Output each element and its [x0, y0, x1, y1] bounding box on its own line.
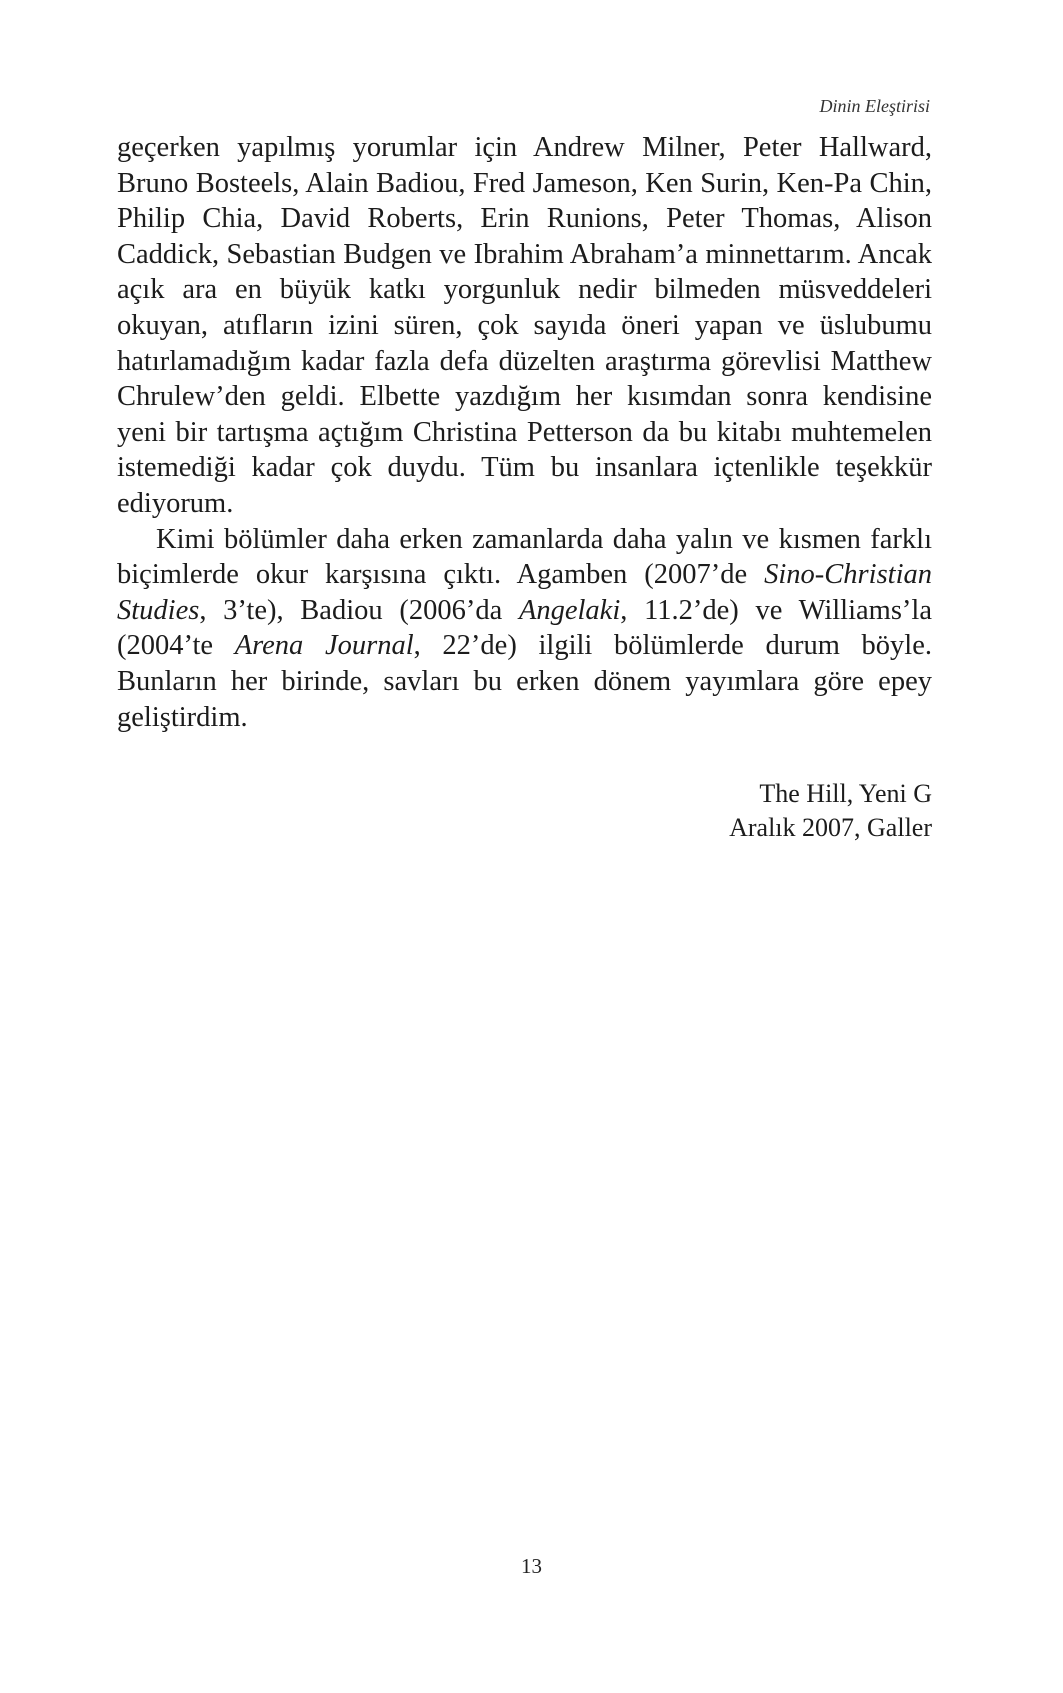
text-segment: Kimi bölümler daha erken zamanlarda daha yalın ve kısmen farklı biçimlerde okur karşısına çıktı. Agamben (2007’de [117, 523, 932, 591]
signature-place: The Hill, Yeni G [759, 779, 932, 808]
text-segment: , 3’te), Badiou (2006’da [199, 594, 519, 626]
text-segment: , 11.2’de) ve Williams’la (2004’te [117, 594, 932, 662]
journal-title: Angelaki [518, 594, 621, 626]
running-header: Dinin Eleştirisi [819, 96, 930, 116]
body-text [117, 130, 932, 735]
paragraph-acknowledgements: geçerken yapılmış yorumlar için Andrew Milner, Peter Hallward, Bruno Bosteels, Alain Badiou, Fred Jameson, Ken Surin, Ken-Pa Chin, Philip Chia, David Roberts, Erin Runions, Peter Thomas, Alison Caddick, Sebastian Budgen ve Ibrahim Abraham’a minnettarım. Ancak açık ara en büyük katkı yorgunluk nedir bilmeden müsveddeleri okuyan, atıfların izini süren, çok sayıda öneri yapan ve üslubumu hatırlamadığım kadar fazla defa düzelten araştırma görevlisi Matthew Chrulew’den geldi. Elbette yazdığım her kısımdan sonra kendisine yeni bir tartışma açtığım Christina Petterson da bu kitabı muhtemelen istemediği kadar çok duydu. Tüm bu insanlara içtenlikle teşekkür ediyorum. [117, 132, 932, 519]
text-segment: , 22’de) ilgili bölümlerde durum böyle. Bunların her birinde, savları bu erken dönem yayımlara göre epey geliştirdim. [117, 630, 932, 733]
paragraph-prior-publications [117, 522, 932, 736]
page-number: 13 [521, 1554, 542, 1578]
journal-title: Sino-Christian Studies [117, 559, 932, 626]
signature-date: Aralık 2007, Galler [729, 813, 932, 842]
signature-block [729, 777, 932, 845]
journal-title: Arena Journal [234, 630, 414, 662]
